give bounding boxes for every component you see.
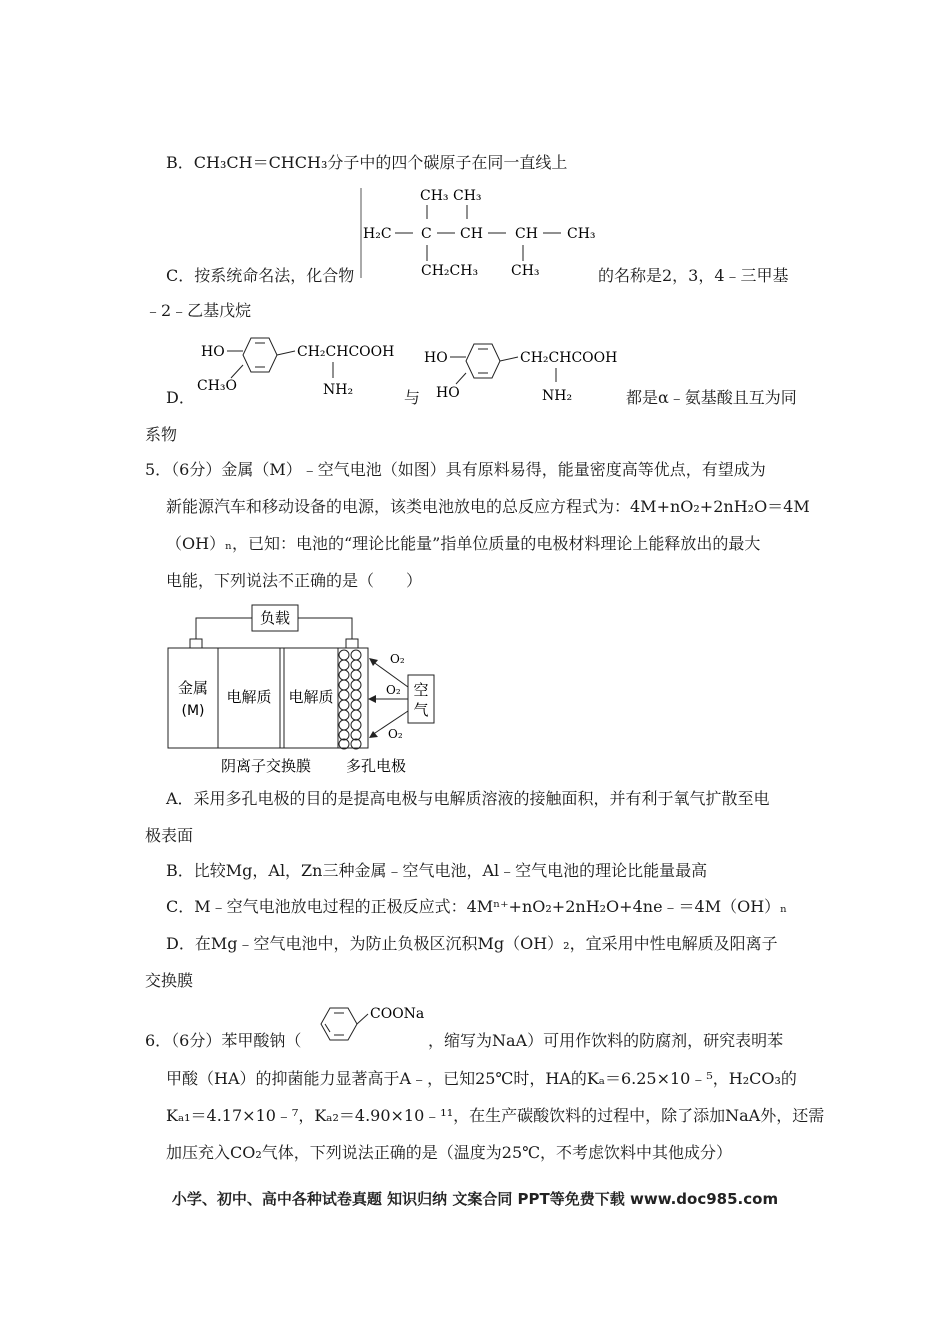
o2-label-top: O₂ xyxy=(390,652,405,666)
struct-c-bottom-left: CH₂CH₃ xyxy=(421,263,479,279)
q5-option-d-continued: 交换膜 xyxy=(145,971,194,990)
struct-c-top: CH₃ CH₃ xyxy=(420,188,482,204)
q5-stem-line4: 电能，下列说法不正确的是（ ） xyxy=(166,571,423,590)
q4-option-d-continued: 系物 xyxy=(145,425,178,444)
struct-c-bottom-right: CH₃ xyxy=(511,263,540,279)
q5-option-a-continued: 极表面 xyxy=(145,826,194,845)
q4-option-d-prefix: D． xyxy=(166,388,195,407)
coona-label: COONa xyxy=(370,1006,425,1022)
caption-membrane: 阴离子交换膜 xyxy=(220,757,312,775)
footer-banner: 小学、初中、高中各种试卷真题 知识归纳 文案合同 PPT等免费下载 www.doc985.com xyxy=(171,1190,779,1208)
q6-stem-line1-suffix: ，缩写为NaA）可用作饮料的防腐剂，研究表明苯 xyxy=(428,1031,784,1050)
q4-option-c-continued: ﹣2﹣乙基戊烷 xyxy=(145,301,252,320)
q5-option-c: C．M﹣空气电池放电过程的正极反应式：4Mⁿ⁺+nO₂+2nH₂O+4ne﹣＝4M（OH）ₙ xyxy=(166,897,788,916)
battery-diagram xyxy=(160,603,460,778)
q4-option-d-suffix: 都是α﹣氨基酸且互为同 xyxy=(626,388,797,407)
struct-c-left: H₂C xyxy=(363,226,392,242)
q5-stem-line1: 5．（6分）金属（M）﹣空气电池（如图）具有原料易得，能量密度高等优点，有望成为 xyxy=(145,460,766,479)
q5-stem-line3: （OH）ₙ，已知：电池的“理论比能量”指单位质量的电极材料理论上能释放出的最大 xyxy=(166,534,761,553)
load-label: 负载 xyxy=(259,609,291,627)
caption-electrode: 多孔电极 xyxy=(345,757,407,775)
q4-option-b: B．CH₃CH＝CHCH₃分子中的四个碳原子在同一直线上 xyxy=(166,153,568,172)
q6-stem-line4: 加压充入CO₂气体，下列说法正确的是（温度为25℃，不考虑饮料中其他成分） xyxy=(166,1143,733,1162)
q6-stem-line3: Kₐ₁＝4.17×10﹣⁷，Kₐ₂＝4.90×10﹣¹¹，在生产碳酸饮料的过程中，除了添加NaA外，还需 xyxy=(166,1106,825,1125)
struct-d2-ho1: HO xyxy=(424,350,448,366)
air-label-1: 空 xyxy=(413,681,429,699)
struct-d2-ho2: HO xyxy=(436,385,460,401)
q4-option-d-mid: 与 xyxy=(404,388,421,407)
struct-d2-chain: CH₂CHCOOH xyxy=(520,350,618,366)
structure-d1-figure xyxy=(195,332,410,407)
q5-option-d: D．在Mg﹣空气电池中，为防止负极区沉积Mg（OH）₂，宜采用中性电解质及阳离子 xyxy=(166,934,778,953)
q6-stem-line1-prefix: 6．（6分）苯甲酸钠（ xyxy=(145,1031,302,1050)
q4-option-c-suffix: 的名称是2，3，4﹣三甲基 xyxy=(598,266,789,285)
electrolyte-right-label: 电解质 xyxy=(288,688,334,706)
sodium-benzoate-structure xyxy=(318,1000,438,1050)
o2-label-middle: O₂ xyxy=(386,683,401,697)
metal-symbol: (M) xyxy=(181,703,205,719)
q5-option-a: A．采用多孔电极的目的是提高电极与电解质溶液的接触面积，并有利于氧气扩散至电 xyxy=(166,789,770,808)
struct-d1-ho: HO xyxy=(201,344,225,360)
q6-stem-line2: 甲酸（HA）的抑菌能力显著高于A﹣，已知25℃时，HA的Kₐ＝6.25×10﹣⁵，H₂CO₃的 xyxy=(166,1069,797,1088)
struct-d2-nh2: NH₂ xyxy=(542,388,573,404)
q5-stem-line2: 新能源汽车和移动设备的电源，该类电池放电的总反应方程式为：4M+nO₂+2nH₂O＝4M xyxy=(166,497,810,516)
struct-d1-chain: CH₂CHCOOH xyxy=(297,344,395,360)
struct-d1-nh2: NH₂ xyxy=(323,382,354,398)
q4-option-c-prefix: C．按系统命名法，化合物 xyxy=(166,266,355,285)
structure-d2-figure xyxy=(420,340,635,410)
struct-c-ch1: CH xyxy=(460,226,483,242)
metal-label: 金属 xyxy=(177,679,209,697)
air-label-2: 气 xyxy=(413,701,429,719)
struct-d1-och3: CH₃O xyxy=(197,378,238,394)
struct-c-center: C xyxy=(421,226,432,242)
electrolyte-left-label: 电解质 xyxy=(226,688,272,706)
q5-option-b: B．比较Mg，Al，Zn三种金属﹣空气电池，Al﹣空气电池的理论比能量最高 xyxy=(166,861,708,880)
struct-c-ch3: CH₃ xyxy=(567,226,596,242)
structure-c-figure xyxy=(355,183,615,283)
struct-c-ch2: CH xyxy=(515,226,538,242)
o2-label-bottom: O₂ xyxy=(388,727,403,741)
